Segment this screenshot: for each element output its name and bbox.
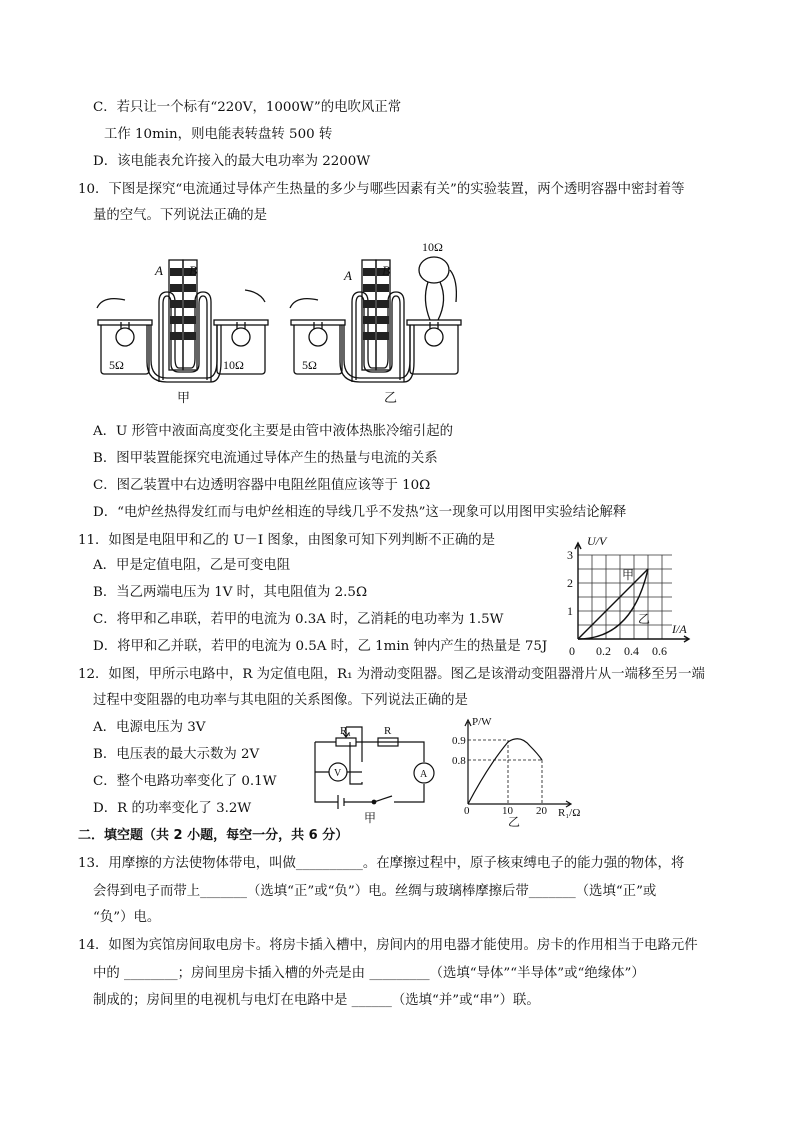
q11-x-tick: 0.2 xyxy=(596,644,611,658)
yi-tube-a-label: A xyxy=(344,268,352,283)
q12-x-axis-label: R₁/Ω xyxy=(558,807,581,819)
q10-option-d: D．“电炉丝热得发红而与电炉丝相连的导线几乎不发热”这一现象可以用图甲实验结论解释 xyxy=(93,505,627,520)
q11-option-c: C．将甲和乙串联，若甲的电流为 0.3A 时，乙消耗的电功率为 1.5W xyxy=(93,612,504,627)
q10-stem-line1: 10．下图是探究“电流通过导体产生热量的多少与哪些因素有关”的实验装置，两个透明容器中密封着等 xyxy=(78,182,685,197)
q12-x-tick: 10 xyxy=(502,805,513,817)
q13-line2: 会得到电子而带上_______（选填“正”或“负”）电。丝绸与玻璃棒摩擦后带_______（选填“正”或 xyxy=(93,884,657,899)
q11-stem: 11．如图是电阻甲和乙的 U－I 图象，由图象可知下列判断不正确的是 xyxy=(78,533,496,548)
jia-tube-a-label: A xyxy=(155,263,163,278)
q11-series-yi-label: 乙 xyxy=(638,612,651,626)
q12-x-tick: 20 xyxy=(536,805,547,817)
q12-power-chart xyxy=(450,716,590,828)
q12-option-a: A．电源电压为 3V xyxy=(93,720,206,735)
q9-option-c-line1: C．若只让一个标有“220V，1000W”的电吹风正常 xyxy=(93,100,402,115)
q10-option-a: A．U 形管中液面高度变化主要是由管中液体热胀冷缩引起的 xyxy=(93,424,453,439)
q9-option-d: D．该电能表允许接入的最大电功率为 2200W xyxy=(93,154,371,169)
q13-line1: 13．用摩擦的方法使物体带电，叫做__________。在摩擦过程中，原子核束缚电子的能力强的物体，将 xyxy=(78,856,685,871)
jia-right-resistor-label: 10Ω xyxy=(223,358,244,372)
q10-option-b: B．图甲装置能探究电流通过导体产生的热量与电流的关系 xyxy=(93,451,438,466)
q12-y-axis-label: P/W xyxy=(472,716,492,728)
q10-figure-jia xyxy=(95,240,275,405)
q11-ui-chart xyxy=(560,535,710,657)
q12-option-c: C．整个电路功率变化了 0.1W xyxy=(93,774,277,789)
q13-line3: “负”）电。 xyxy=(93,910,161,925)
q12-stem-line2: 过程中变阻器的电功率与其电阻的关系图像。下列说法正确的是 xyxy=(93,693,468,708)
q11-series-jia-label: 甲 xyxy=(622,568,635,582)
q12-circuit-caption: 甲 xyxy=(364,811,377,825)
q11-y-tick: 3 xyxy=(567,548,573,562)
jia-tube-b-label: B xyxy=(189,263,197,278)
voltmeter-symbol: V xyxy=(334,768,342,779)
jia-caption: 甲 xyxy=(177,390,191,405)
yi-external-resistor-label: 10Ω xyxy=(422,240,443,254)
q11-option-b: B．当乙两端电压为 1V 时，其电阻值为 2.5Ω xyxy=(93,585,368,600)
q12-option-d: D．R 的功率变化了 3.2W xyxy=(93,801,252,816)
q12-chart-caption: 乙 xyxy=(508,815,521,829)
q12-origin-label: 0 xyxy=(464,805,470,817)
yi-left-resistor-label: 5Ω xyxy=(302,358,317,372)
q11-option-a: A．甲是定值电阻，乙是可变电阻 xyxy=(93,558,291,573)
yi-caption: 乙 xyxy=(384,390,398,405)
q14-line1: 14．如图为宾馆房间取电房卡。将房卡插入槽中，房间内的用电器才能使用。房卡的作用相当于电路元件 xyxy=(78,938,698,953)
q12-option-b: B．电压表的最大示数为 2V xyxy=(93,747,260,762)
q12-r-label: R xyxy=(384,725,392,737)
q10-figure-yi xyxy=(288,240,468,405)
q11-option-d: D．将甲和乙并联，若甲的电流为 0.5A 时，乙 1min 钟内产生的热量是 75J xyxy=(93,639,548,654)
q12-y-tick: 0.8 xyxy=(452,755,466,767)
q11-y-tick: 2 xyxy=(567,576,573,590)
q11-y-axis-label: U/V xyxy=(587,534,607,548)
q11-x-tick: 0.6 xyxy=(652,644,667,658)
q12-circuit-diagram xyxy=(310,722,435,824)
q11-x-tick: 0.4 xyxy=(624,644,639,658)
q12-stem-line1: 12．如图，甲所示电路中，R 为定值电阻，R₁ 为滑动变阻器。图乙是该滑动变阻器滑片从一端移至另一端 xyxy=(78,667,705,682)
q9-option-c-line2: 工作 10min，则电能表转盘转 500 转 xyxy=(104,127,333,142)
q14-line3: 制成的；房间里的电视机与电灯在电路中是 ______（选填“并”或“串”）联。 xyxy=(93,993,540,1008)
ammeter-symbol: A xyxy=(420,769,428,780)
q10-option-c: C．图乙装置中右边透明容器中电阻丝阻值应该等于 10Ω xyxy=(93,478,431,493)
q11-x-axis-label: I/A xyxy=(672,622,687,636)
yi-tube-b-label: B xyxy=(382,263,390,278)
section-2-title: 二．填空题（共 2 小题，每空一分，共 6 分） xyxy=(78,828,349,843)
q10-stem-line2: 量的空气。下列说法正确的是 xyxy=(93,208,268,223)
q14-line2: 中的 ________；房间里房卡插入槽的外壳是由 _________（选填“导体”“半导体”或“绝缘体”） xyxy=(93,966,645,981)
q11-origin-label: 0 xyxy=(569,644,575,658)
q12-r1-label: R₁ xyxy=(340,725,352,737)
q12-y-tick: 0.9 xyxy=(452,735,466,747)
jia-left-resistor-label: 5Ω xyxy=(109,358,124,372)
q11-y-tick: 1 xyxy=(567,604,573,618)
